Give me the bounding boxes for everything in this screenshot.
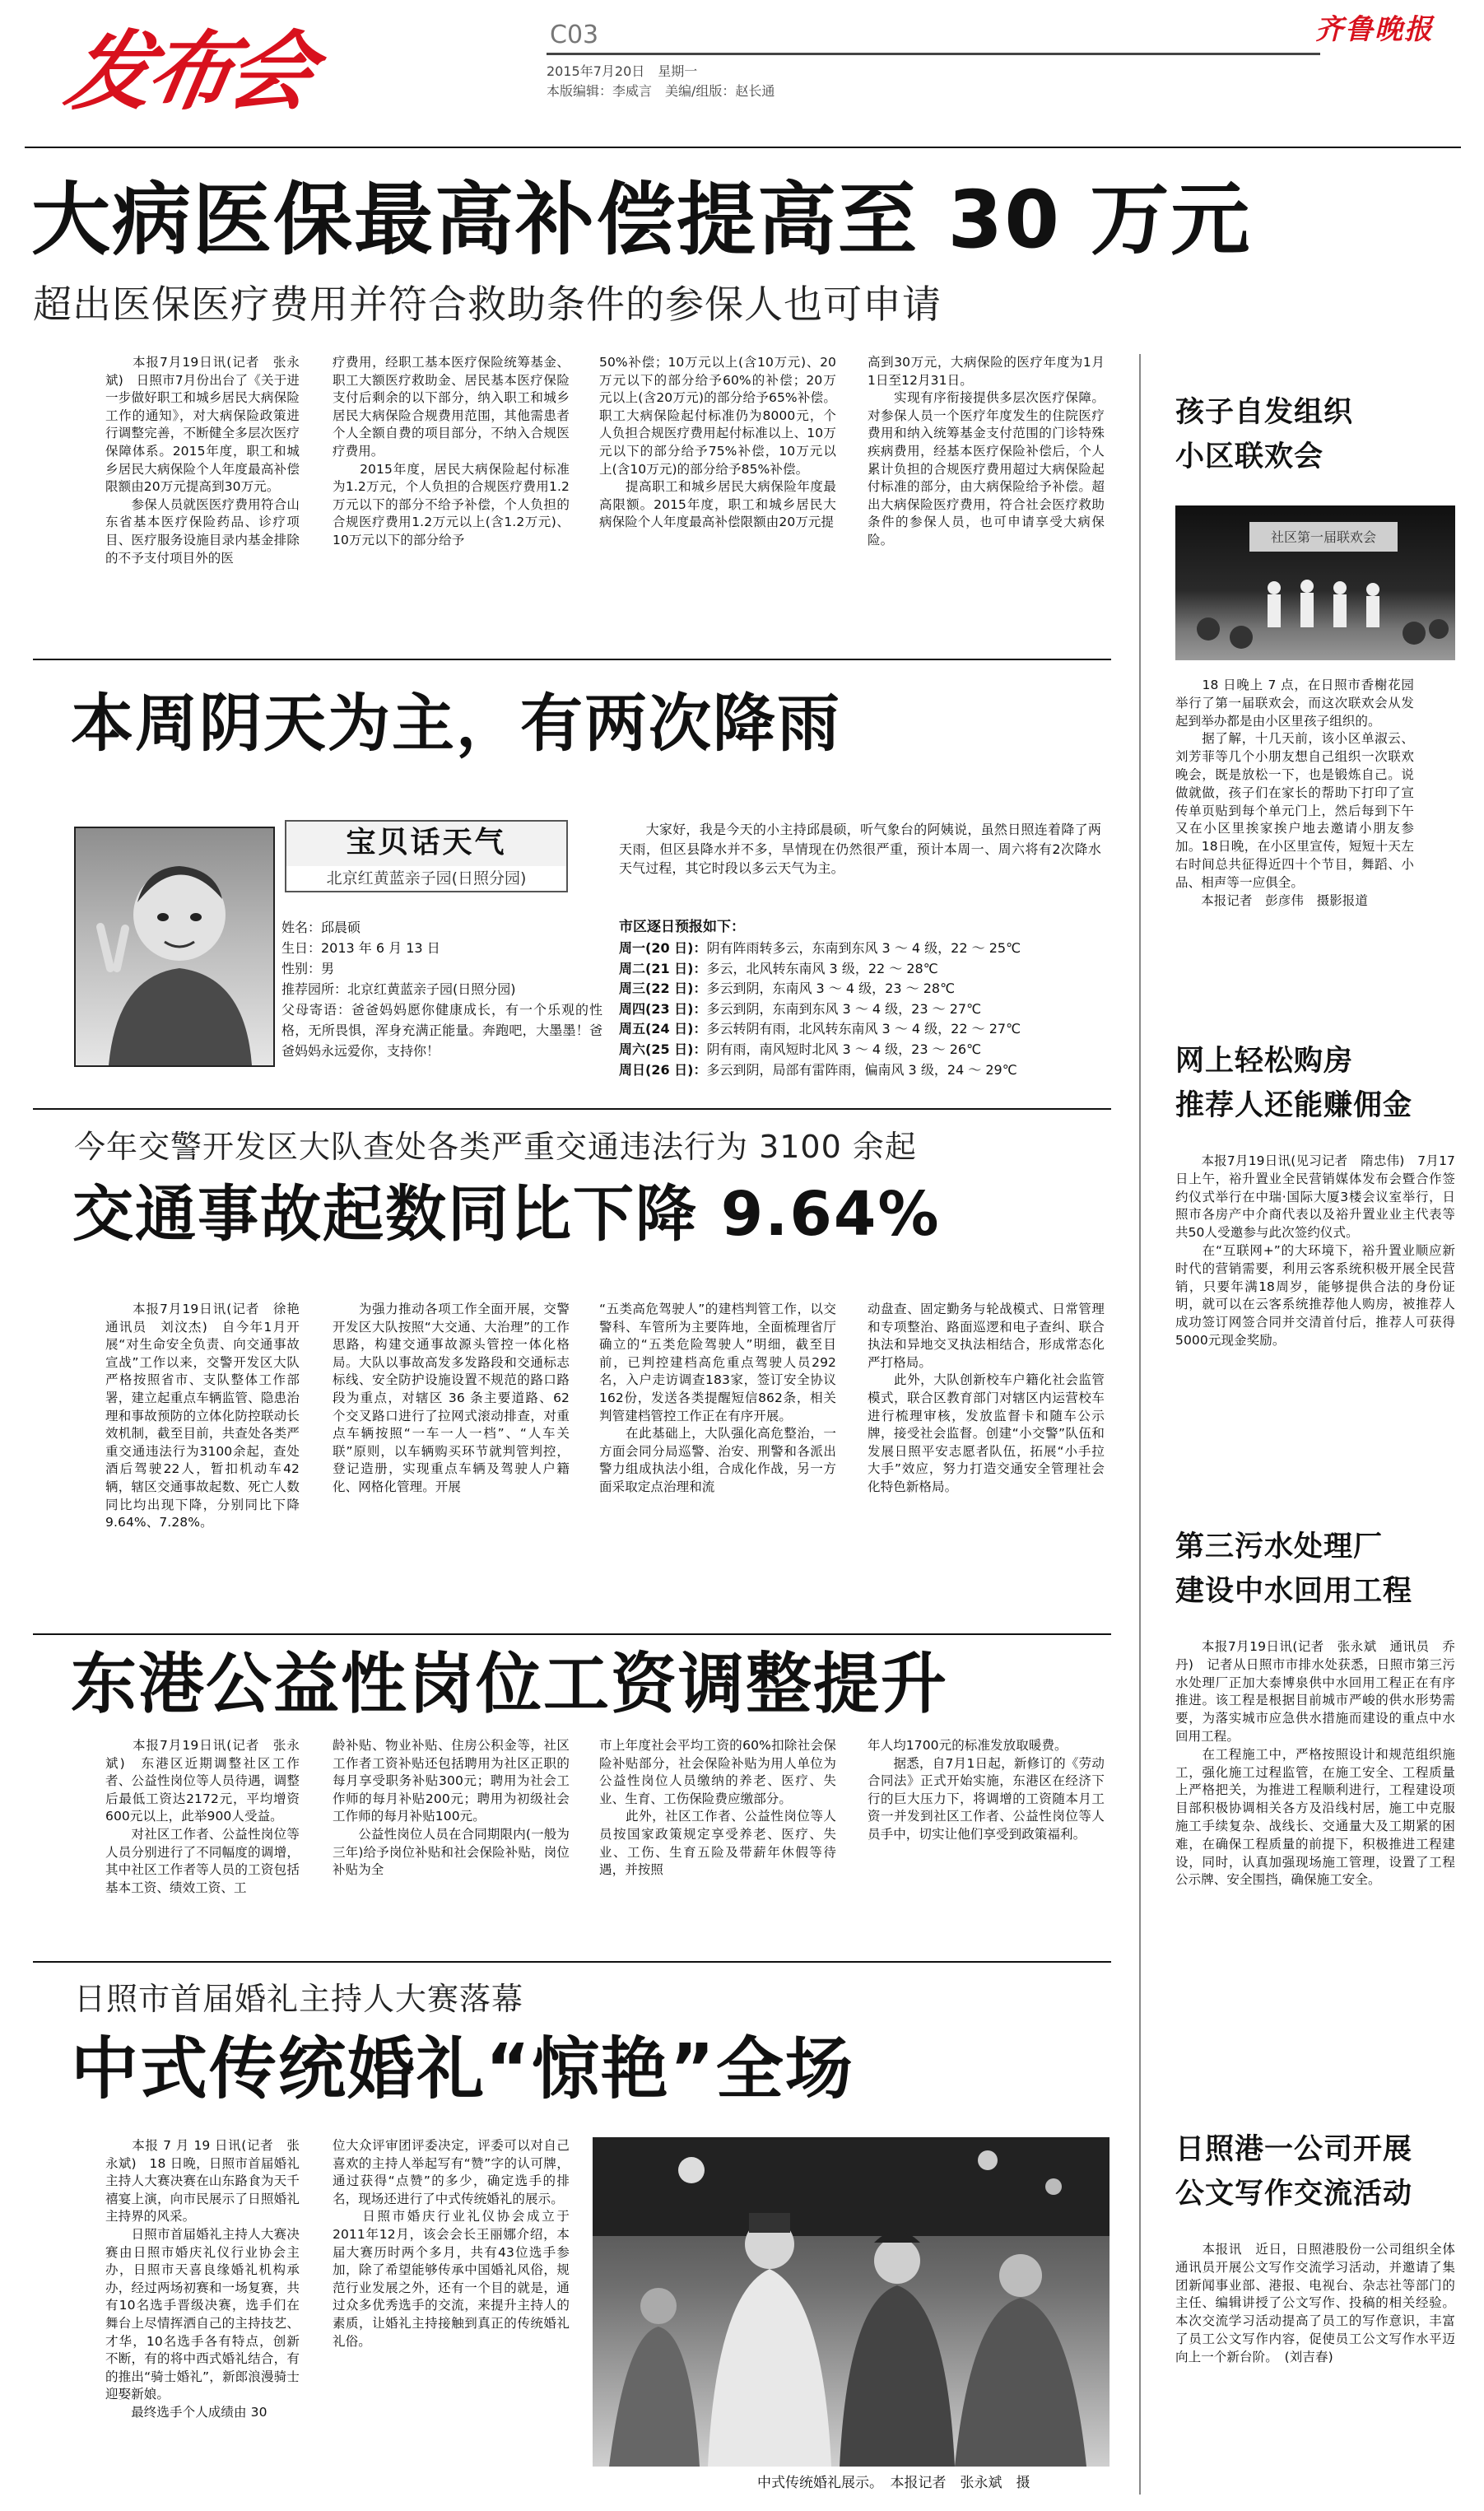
child-photo (74, 827, 275, 1067)
svg-text:社区第一届联欢会: 社区第一届联欢会 (1270, 529, 1377, 545)
sidebar-story2-text: 本报7月19日讯(见习记者 隋忠伟) 7月17日上午，裕升置业全民营销媒体发布会暨合作签约仪式举行在中瑞·国际大厦3楼会议室举行，日照市各房产中介商代表以及裕升置业业主代表等共50人受邀参与此次签约仪式。 在“互联网+”的大环境下，裕升置业顺应新时代的营销需要，利用云客系统积极开展全民营销，只要年满18周岁，能够提供合法的身份证明，就可以在云客系统推荐他人购房，被推荐人成功签订网签合同并交清首付后，推荐人可获得5000元现金奖励。 (1175, 1153, 1455, 1348)
weather-box-title-text: 宝贝话天气 (346, 826, 507, 860)
story3-col-1: 本报7月19日讯(记者 徐艳 通讯员 刘汶杰) 自今年1月开展“对生命安全负责、向交通事故宣战”工作以来，交警开发区大队严格按照省市、支队整体工作部署，建立起重点车辆监管、隐患治理和事故预防的立体化防控联动长效机制，截至目前，共查处各类严重交通违法行为3100余起，查处酒后驾驶22人，暂扣机动车42辆，辖区交通事故起数、死亡人数同比均出现下降，分别同比下降9.64%、7.28%。 (105, 1302, 313, 1530)
story1-headline: 大病医保最高补偿提高至 30 万元 (31, 174, 1252, 266)
story4-col-2: 龄补贴、物业补贴、住房公积金等，社区工作者工资补贴还包括聘用为社区正职的每月享受职务补贴300元；聘用为社会工作师的每月补贴200元；聘用为初级社会工作师的每月补贴100元。 公益性岗位人员在合同期限内(一般为三年)给予岗位补贴和社会保险补贴，岗位补贴为全 (333, 1738, 570, 1878)
child-school: 推荐园所：北京红黄蓝亲子园(日照分园) (281, 981, 516, 997)
story3-headline: 交通事故起数同比下降 9.64% (72, 1179, 941, 1250)
forecast-day: 周一(20 日)：阴有阵雨转多云，东南到东风 3 ～ 4 级，22 ～ 25℃ (619, 940, 1021, 956)
story4-col-3: 市上年度社会平均工资的60%扣除社会保险补贴部分，社会保险补贴为用人单位为公益性岗位人员缴纳的养老、医疗、失业、生育、工伤保险费应缴部分。 此外，社区工作者、公益性岗位等人员按国家政策规定享受养老、医疗、失业、工伤、生育五险及带薪年休假等待遇，并按照 (599, 1738, 836, 1878)
sidebar-story1-title-line2: 小区联欢会 (1175, 440, 1324, 473)
sidebar-story4-title (1175, 2127, 1412, 2216)
story4-col-1: 本报7月19日讯(记者 张永斌) 东港区近期调整社区工作者、公益性岗位等人员待遇，调整后最低工资达2172元，平均增资600元以上，此举900人受益。 对社区工作者、公益性岗位等人员分别进行了不同幅度的调增，其中社区工作者等人员的工资包括基本工资、绩效工资、工 (105, 1738, 300, 1895)
story1-divider (33, 659, 1111, 660)
story4-headline: 东港公益性岗位工资调整提升 (71, 1646, 948, 1722)
story5-headline: 中式传统婚礼“惊艳”全场 (71, 2030, 854, 2108)
child-figure-icon (76, 828, 273, 1065)
story1-col-3: 50%补偿；10万元以上(含10万元)、20万元以下的部分给予60%的补偿；20万元以上(含20万元)的部分给予65%补偿。职工大病保险起付标准仍为8000元，个人负担合规医疗费用起付标准以上、10万元以下的部分给予75%补偿，10万元以上(含10万元)的部分给予85%补偿。 提高职工和城乡居民大病保险年度最高限额。2015年度，职工和城乡居民大病保险个人年度最高补偿限额由20万元提 (599, 355, 836, 530)
masthead-bottom-rule (25, 147, 1461, 148)
sidebar-story4-title-line1: 日照港一公司开展 (1175, 2133, 1413, 2166)
child-birthday: 生日：2013 年 6 月 13 日 (281, 940, 440, 956)
issue-date: 2015年7月20日 星期一 (547, 63, 698, 79)
story2-headline: 本周阴天为主，有两次降雨 (71, 687, 841, 760)
story3-col-4: 动盘查、固定勤务与轮战模式、日常管理和专项整治、路面巡逻和电子查纠、联合执法和异地交叉执法相结合，形成常态化严打格局。 此外，大队创新校车户籍化社会监管模式，联合区教育部门对辖区内运营校车进行梳理审核，发放监督卡和随车公示牌，接受社会监督。创建“小交警”队伍和发展日照平安志愿者队伍，拓展“小手拉大手”效应，努力打造交通安全管理社会化特色新格局。 (868, 1302, 1105, 1494)
forecast-day: 周五(24 日)：多云转阴有雨，北风转东南风 3 ～ 4 级，22 ～ 27℃ (619, 1021, 1021, 1037)
page-editors: 本版编辑：李威言 美编/组版：赵长通 (547, 83, 775, 99)
forecast-list (619, 939, 1113, 1080)
sidebar-story3-title-line1: 第三污水处理厂 (1175, 1530, 1384, 1563)
story3-divider (33, 1633, 1111, 1635)
sidebar-story3-title (1175, 1525, 1412, 1614)
forecast-day: 周日(26 日)：多云到阴，局部有雷阵雨，偏南风 3 级，24 ～ 29℃ (619, 1061, 1017, 1078)
sidebar-story3-title-line2: 建设中水回用工程 (1175, 1575, 1413, 1608)
sidebar-story2-title-line1: 网上轻松购房 (1175, 1045, 1354, 1078)
sidebar-story2-title (1175, 1039, 1412, 1128)
page-number: C03 (550, 21, 599, 49)
sidebar-story4-title-line2: 公文写作交流活动 (1175, 2178, 1413, 2211)
child-info (281, 917, 602, 1061)
story5-kicker: 日照市首届婚礼主持人大赛落幕 (74, 1981, 524, 2017)
story1-subhead: 超出医保医疗费用并符合救助条件的参保人也可申请 (33, 282, 942, 328)
sidebar-story3-text: 本报7月19日讯(记者 张永斌 通讯员 乔丹) 记者从日照市市排水处获悉，日照市第三污水处理厂正加大泰博泉供中水回用工程正在有序推进。该工程是根据目前城市严峻的供水形势需要，为落实城市应急供水措施而建设的重点中水回用工程。 在工程施工中，严格按照设计和规范组织施工，强化施工过程监管，在施工安全、工程质量上严格把关，为推进工程顺利进行，工程建设项目部积极协调相关各方及沿线村居，施工中克服施工手续复杂、战线长、交通量大及工期紧的困难，在确保工程质量的前提下，积极推进工程建设，同时，认真加强现场施工管理，设置了工程公示牌、安全围挡，确保施工安全。 (1175, 1639, 1455, 1888)
child-name: 姓名：邱晨硕 (281, 920, 361, 935)
story1-col-4: 高到30万元，大病保险的医疗年度为1月1日至12月31日。 实现有序衔接提供多层次医疗保障。对参保人员一个医疗年度发生的住院医疗费用和纳入统筹基金支付范围的门诊特殊疾病费用，经基本医疗保险补偿后，个人累计负担的合规医疗费用超过大病保险起付标准的部分，由大病保险给予补偿。超出大病保险医疗费用，符合社会医疗救助条件的参保人员，也可申请享受大病保险。 (868, 355, 1105, 547)
weather-intro: 大家好，我是今天的小主持邱晨硕，听气象台的阿姨说，虽然日照连着降了两天雨，但区县降水并不多，旱情现在仍然很严重，预计本周一、周六将有2次降水天气过程，其它时段以多云天气为主。 (619, 822, 1101, 876)
sidebar-story2-title-line2: 推荐人还能赚佣金 (1175, 1089, 1413, 1122)
parent-message: 父母寄语：爸爸妈妈愿你健康成长，有一个乐观的性格，无所畏惧，浑身充满正能量。奔跑吧，大墨墨！爸爸妈妈永远爱你，支持你！ (281, 1002, 602, 1059)
masthead-rule (547, 53, 1320, 55)
story4-divider (33, 1961, 1111, 1963)
forecast-day: 周二(21 日)：多云，北风转东南风 3 级，22 ～ 28℃ (619, 960, 938, 976)
story5-col-1: 本报 7 月 19 日讯(记者 张永斌) 18 日晚，日照市首届婚礼主持人大赛决赛在山东路食为天千禧宴上演，向市民展示了日照婚礼主持界的风采。 日照市首届婚礼主持人大赛决赛由日照市婚庆礼仪行业协会主办，日照市天喜良缘婚礼机构承办，经过两场初赛和一场复赛，共有10名选手晋级决赛，选手们在舞台上尽情挥洒自己的主持技艺、才华，10名选手各有特点，创新不断，有的将中西式婚礼结合，有的推出“骑士婚礼”，新郎浪漫骑士迎娶新娘。 最终选手个人成绩由 30 (105, 2138, 300, 2420)
sidebar-story1-title-line1: 孩子自发组织 (1175, 396, 1354, 429)
story5-col-2: 位大众评审团评委决定，评委可以对自己喜欢的主持人举起写有“赞”字的认可牌，通过获得“点赞”的多少，确定选手的排名，现场还进行了中式传统婚礼的展示。 日照市婚庆行业礼仪协会成立于2011年12月，该会会长王丽娜介绍，本届大赛历时两个多月，共有43位选手参加，除了希望能够传承中国婚礼风俗，规范行业发展之外，还有一个目的就是，通过众多优秀选手的交流，来提升主持人的素质，让婚礼主持接触到真正的传统婚礼礼俗。 (333, 2138, 570, 2349)
wedding-photo-caption: 中式传统婚礼展示。 本报记者 张永斌 摄 (757, 2475, 1030, 2491)
weather-box-subtitle (285, 866, 568, 892)
story3-col-2: 为强力推动各项工作全面开展，交警开发区大队按照“大交通、大治理”的工作思路，构建交通事故源头管控一体化格局。大队以事故高发多发路段和交通标志标线、安全防护设施设置不规范的路口路段为重点，对辖区 36 条主要道路、62 个交叉路口进行了拉网式滚动排查，对重点车辆按照“一车一人一档”、“人车关联”原则，以车辆购买环节就判管判控，登记造册，实现重点车辆及驾驶人户籍化、网格化管理。开展 (333, 1302, 575, 1494)
weather-box-subtitle-text: 北京红黄蓝亲子园(日照分园) (326, 869, 527, 887)
story1-col-2: 疗费用，经职工基本医疗保险统筹基金、职工大额医疗救助金、居民基本医疗保险支付后剩余的以下部分，纳入职工和城乡居民大病保险合规费用范围，其他需患者个人全额自费的项目部分，不纳入合规医疗费用。 2015年度，居民大病保险起付标准为1.2万元，个人负担的合规医疗费用1.2万元以下的部分不给予补偿，个人负担的合规医疗费用1.2万元以上(含1.2万元)、10万元以下的部分给予 (333, 355, 570, 547)
story2-divider (33, 1108, 1111, 1110)
section-logo: 发布会 (58, 21, 319, 122)
story1-col-1: 本报7月19日讯(记者 张永斌) 日照市7月份出台了《关于进一步做好职工和城乡居民大病保险工作的通知》，对大病保险政策进行调整完善，不断健全多层次医疗保障体系。2015年度，职工和城乡居民大病保险个人年度最高补偿限额由20万元提高到30万元。 参保人员就医医疗费用符合山东省基本医疗保险药品、诊疗项目、医疗服务设施目录内基金排除的不予支付项目外的医 (105, 355, 300, 566)
kids-performance-image (1175, 505, 1455, 660)
child-gender: 性别：男 (281, 961, 335, 976)
wedding-photo (593, 2137, 1110, 2467)
wedding-ceremony-image (593, 2137, 1110, 2467)
story3-kicker: 今年交警开发区大队查处各类严重交通违法行为 3100 余起 (74, 1129, 917, 1165)
weather-box-title (285, 820, 568, 868)
forecast-day: 周四(23 日)：多云到阴，东南到东风 3 ～ 4 级，23 ～ 27℃ (619, 1000, 982, 1017)
sidebar-separator (1139, 354, 1141, 2495)
forecast-title: 市区逐日预报如下： (619, 919, 745, 935)
sidebar-story1-title (1175, 390, 1353, 479)
forecast-day: 周三(22 日)：多云到阴，东南风 3 ～ 4 级，23 ～ 28℃ (619, 981, 956, 997)
paper-logo: 齐鲁晚报 (1315, 13, 1434, 46)
story4-col-4: 年人均1700元的标准发放取暖费。 据悉，自7月1日起，新修订的《劳动合同法》正式开始实施，东港区在经济下行的巨大压力下，将调增的工资随本月工资一并发到社区工作者、公益性岗位等人员手中，切实让他们享受到政策福利。 (868, 1738, 1105, 1842)
sidebar-story1-text: 18 日晚上 7 点，在日照市香榭花园举行了第一届联欢会，而这次联欢会从发起到举办都是由小区里孩子组织的。 据了解，十几天前，该小区单淑云、刘芳菲等几个小朋友想自己组织一次联欢晚会，既是放松一下，也是锻炼自己。说做就做，孩子们在家长的帮助下打印了宣传单页贴到每个单元门上，然后每到下午又在小区里挨家挨户地去邀请小朋友参加。18日晚，在小区里宣传，短短十天左右时间总共征得近四十个节目，舞蹈、小品、相声等一应俱全。 本报记者 彭彦伟 摄影报道 (1175, 678, 1414, 908)
sidebar-story4-text: 本报讯 近日，日照港股份一公司组织全体通讯员开展公文写作交流学习活动，并邀请了集团新闻事业部、港报、电视台、杂志社等部门的主任、编辑讲授了公文写作、投稿的相关经验。本次交流学习活动提高了员工的写作意识，丰富了员工公文写作内容，促使员工公文写作水平迈向上一个新台阶。 (刘吉春) (1175, 2242, 1455, 2364)
story3-col-3: “五类高危驾驶人”的建档判管工作，以交警科、车管所为主要阵地，全面梳理省厅确立的“五类危险驾驶人”明细，截至目前，已判控建档高危重点驾驶人员292名，入户走访调查183家，签订安全协议162份，发送各类提醒短信862条，相关判管建档管控工作正在有序开展。 在此基础上，大队强化高危整治，一方面会同分局巡警、治安、刑警和各派出警力组成执法小组，合成化作战，另一方面采取定点治理和流 (599, 1302, 836, 1494)
forecast-day: 周六(25 日)：阴有雨，南风短时北风 3 ～ 4 级，23 ～ 26℃ (619, 1041, 982, 1057)
kids-party-photo (1175, 505, 1455, 660)
